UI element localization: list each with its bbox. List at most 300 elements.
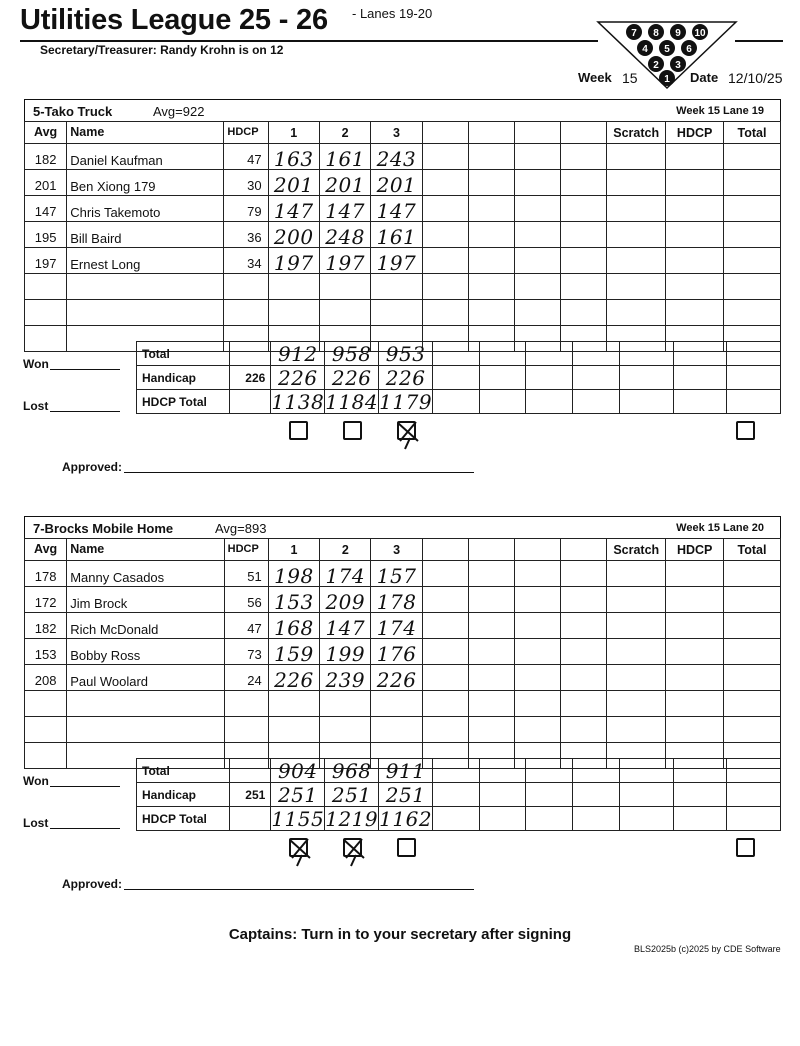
totals-cell (379, 783, 433, 807)
bowler-handicap: 24 (224, 665, 268, 691)
empty-cell (727, 807, 781, 831)
column-header (468, 539, 514, 561)
game-score-cell (320, 613, 371, 639)
game-score: 153 (274, 590, 314, 614)
column-header: 3 (371, 122, 422, 144)
bowler-average: 195 (25, 222, 67, 248)
empty-cell (573, 759, 620, 783)
league-title: Utilities League 25 - 26 (20, 4, 328, 36)
totals-score: 226 (331, 365, 372, 390)
date-value: 12/10/25 (728, 70, 783, 86)
game-score-cell (320, 587, 371, 613)
totals-label: Handicap (137, 366, 230, 390)
column-header: HDCP (224, 539, 268, 561)
bowler-name: Jim Brock (67, 587, 224, 613)
totals-cell (271, 366, 325, 390)
game-score-cell (268, 170, 319, 196)
totals-score: 226 (277, 365, 318, 390)
summary-cell (607, 274, 666, 300)
totals-label: HDCP Total (137, 390, 230, 414)
pin-number: 5 (664, 44, 670, 55)
empty-cell (515, 639, 561, 665)
empty-cell (514, 274, 560, 300)
empty-cell (515, 561, 561, 587)
game-score-cell (320, 665, 371, 691)
game-score: 178 (376, 590, 417, 614)
totals-score: 251 (331, 782, 372, 807)
game-score-cell (371, 717, 422, 743)
empty-cell (526, 783, 573, 807)
bowler-average: 147 (25, 196, 67, 222)
game-score-cell (320, 561, 371, 587)
game-score: 197 (273, 251, 314, 275)
game-score-cell (371, 222, 422, 248)
summary-cell (607, 639, 666, 665)
column-header: Scratch (607, 122, 666, 144)
pin-number: 2 (653, 60, 659, 71)
header-row (25, 539, 781, 561)
empty-cell (433, 366, 480, 390)
game-score-cell (268, 561, 319, 587)
won-line (50, 786, 120, 787)
column-header: Name (67, 539, 224, 561)
empty-cell (422, 248, 468, 274)
lost-line (50, 828, 120, 829)
game-score: 168 (274, 616, 314, 640)
summary-cell (724, 665, 781, 691)
empty-cell (479, 783, 526, 807)
bowler-name (67, 717, 224, 743)
empty-cell (526, 366, 573, 390)
empty-cell (515, 613, 561, 639)
game-score-cell (371, 587, 422, 613)
game-score-cell (371, 613, 422, 639)
empty-cell (619, 783, 673, 807)
game-won-checkbox[interactable] (289, 838, 308, 857)
empty-cell (422, 717, 468, 743)
bowler-average (25, 691, 67, 717)
empty-cell (422, 665, 468, 691)
summary-cell (666, 561, 724, 587)
game-score-cell (371, 170, 422, 196)
totals-score: 1138 (271, 389, 325, 414)
empty-cell (526, 807, 573, 831)
pin-number: 1 (664, 74, 670, 85)
column-header: Name (67, 122, 224, 144)
game-won-checkbox[interactable] (397, 421, 416, 440)
game-score-cell (268, 196, 319, 222)
game-score-cell (268, 222, 319, 248)
empty-cell (468, 717, 514, 743)
empty-cell (561, 144, 607, 170)
empty-cell (468, 639, 514, 665)
game-score-cell (268, 639, 319, 665)
summary-cell (607, 196, 666, 222)
empty-cell (514, 248, 560, 274)
game-score: 147 (376, 199, 417, 223)
handicap-value: 251 (230, 783, 271, 807)
empty-cell (573, 783, 620, 807)
game-score-cell (319, 170, 370, 196)
bowler-name: Bill Baird (67, 222, 224, 248)
empty-cell (619, 390, 673, 414)
game-won-checkbox[interactable] (397, 838, 416, 857)
bowler-name: Manny Casados (67, 561, 224, 587)
empty-cell (673, 783, 727, 807)
game-score: 200 (273, 225, 314, 249)
bowler-row (25, 587, 781, 613)
bowler-name: Ernest Long (67, 248, 224, 274)
date-label: Date (690, 70, 719, 85)
summary-cell (607, 300, 666, 326)
empty-cell (514, 222, 560, 248)
empty-cell (561, 274, 607, 300)
totals-score: 251 (385, 782, 426, 807)
summary-cell (607, 665, 666, 691)
totals-cell (271, 807, 325, 831)
game-won-checkbox[interactable] (343, 838, 362, 857)
pin-number: 10 (694, 28, 706, 39)
column-header (514, 122, 560, 144)
empty-cell (727, 759, 781, 783)
empty-cell (515, 691, 561, 717)
game-score-cell (268, 717, 319, 743)
empty-cell (422, 561, 468, 587)
empty-cell (515, 587, 561, 613)
bowler-average: 172 (25, 587, 67, 613)
empty-cell (526, 759, 573, 783)
column-header: Avg (25, 539, 67, 561)
summary-cell (724, 144, 781, 170)
won-line (50, 369, 120, 370)
won-label: Won (23, 774, 49, 788)
summary-cell (607, 248, 666, 274)
pin-number: 3 (675, 60, 681, 71)
empty-cell (561, 691, 607, 717)
empty-cell (514, 170, 560, 196)
game-score: 226 (376, 668, 417, 692)
game-score: 197 (376, 251, 417, 275)
bowler-name: Rich McDonald (67, 613, 224, 639)
game-score: 159 (274, 642, 314, 666)
team-average: Avg=922 (153, 104, 205, 119)
empty-cell (619, 366, 673, 390)
summary-cell (666, 300, 724, 326)
column-header: HDCP (666, 122, 724, 144)
empty-cell (561, 561, 607, 587)
totals-cell (271, 759, 325, 783)
empty-cell (573, 366, 620, 390)
summary-cell (666, 170, 724, 196)
totals-cell (379, 366, 433, 390)
team-header (24, 99, 781, 122)
team-week: Week 15 (676, 522, 720, 534)
bowler-average: 197 (25, 248, 67, 274)
empty-cell (433, 783, 480, 807)
lost-line (50, 411, 120, 412)
totals-label: Total (137, 759, 230, 783)
bowler-handicap: 36 (224, 222, 268, 248)
header-rule-right (735, 40, 783, 42)
totals-row (137, 390, 781, 414)
column-header: HDCP (224, 122, 268, 144)
empty-cell (727, 342, 781, 366)
empty-cell (573, 342, 620, 366)
pin-number: 9 (675, 28, 681, 39)
game-won-checkbox[interactable] (736, 421, 755, 440)
totals-cell (271, 783, 325, 807)
scores-table (24, 538, 781, 769)
totals-row (137, 759, 781, 783)
empty-cell (422, 691, 468, 717)
bowler-average (25, 274, 67, 300)
summary-cell (666, 691, 724, 717)
checkmark-icon (396, 420, 422, 450)
totals-score: 1179 (379, 389, 433, 414)
totals-score: 968 (331, 758, 372, 783)
bowler-row (25, 300, 781, 326)
empty-cell (515, 665, 561, 691)
bowler-handicap: 47 (224, 144, 268, 170)
totals-cell (325, 807, 379, 831)
empty-cell (479, 390, 526, 414)
game-score-cell (319, 300, 370, 326)
footer-instruction: Captains: Turn in to your secretary after signing (228, 926, 572, 943)
summary-cell (724, 300, 781, 326)
pin-number: 8 (653, 28, 659, 39)
pin-number: 7 (631, 28, 637, 39)
summary-cell (666, 717, 724, 743)
bowler-handicap: 30 (224, 170, 268, 196)
empty-cell (727, 390, 781, 414)
empty-cell (422, 170, 468, 196)
empty-cell (468, 561, 514, 587)
column-header: Total (724, 539, 781, 561)
empty-cell (561, 196, 607, 222)
empty-cell (468, 613, 514, 639)
totals-score: 1155 (271, 806, 325, 831)
bowler-average (25, 717, 67, 743)
game-score-cell (319, 274, 370, 300)
empty-cell (673, 390, 727, 414)
checkmark-icon (288, 837, 314, 867)
empty-cell (561, 665, 607, 691)
bowler-row (25, 613, 781, 639)
game-won-checkbox[interactable] (343, 421, 362, 440)
header-row (25, 122, 781, 144)
bowler-average: 208 (25, 665, 67, 691)
bowler-handicap (224, 274, 268, 300)
summary-cell (724, 587, 781, 613)
game-score: 176 (376, 642, 417, 666)
bowler-row (25, 170, 781, 196)
summary-cell (607, 717, 666, 743)
week-value: 15 (622, 70, 638, 86)
summary-cell (607, 561, 666, 587)
game-score-cell (319, 144, 370, 170)
totals-cell (379, 390, 433, 414)
game-score-cell (268, 144, 319, 170)
column-header: 2 (319, 122, 370, 144)
game-score: 201 (273, 173, 314, 197)
empty-cell (561, 613, 607, 639)
bowler-average: 153 (25, 639, 67, 665)
bowler-handicap: 73 (224, 639, 268, 665)
totals-cell (379, 807, 433, 831)
bowler-handicap: 56 (224, 587, 268, 613)
team-lane: Lane 19 (723, 105, 764, 117)
empty-cell (619, 807, 673, 831)
game-won-checkbox[interactable] (736, 838, 755, 857)
game-score-cell (371, 274, 422, 300)
empty-cell (619, 342, 673, 366)
empty-cell (573, 390, 620, 414)
empty-cell (561, 300, 607, 326)
column-header: 3 (371, 539, 422, 561)
handicap-value (230, 390, 271, 414)
game-score: 209 (325, 590, 366, 614)
bowler-name (67, 691, 224, 717)
empty-cell (573, 807, 620, 831)
approved-signature-line[interactable] (124, 472, 474, 473)
game-score-cell (268, 587, 319, 613)
game-score: 199 (325, 642, 366, 666)
summary-cell (724, 717, 781, 743)
totals-cell (325, 390, 379, 414)
totals-row (137, 807, 781, 831)
totals-cell (271, 390, 325, 414)
summary-cell (724, 274, 781, 300)
lost-label: Lost (23, 816, 49, 830)
bowler-row (25, 717, 781, 743)
game-score: 201 (376, 173, 417, 197)
bowler-row (25, 196, 781, 222)
column-header (561, 539, 607, 561)
won-label: Won (23, 357, 49, 371)
bowler-average (25, 300, 67, 326)
summary-cell (607, 587, 666, 613)
column-header: HDCP (666, 539, 724, 561)
empty-cell (479, 759, 526, 783)
empty-cell (479, 342, 526, 366)
empty-cell (468, 170, 514, 196)
bowler-row (25, 274, 781, 300)
game-score: 201 (325, 173, 365, 197)
game-score-cell (320, 691, 371, 717)
game-score-cell (268, 274, 319, 300)
game-score-cell (371, 665, 422, 691)
game-score-cell (319, 248, 370, 274)
totals-score: 911 (385, 758, 426, 783)
handicap-value (230, 342, 271, 366)
approved-signature-line[interactable] (124, 889, 474, 890)
column-header: Avg (25, 122, 67, 144)
column-header: 1 (268, 539, 319, 561)
game-score: 226 (274, 668, 314, 692)
summary-cell (666, 665, 724, 691)
summary-cell (607, 222, 666, 248)
summary-cell (607, 170, 666, 196)
bowler-name (67, 300, 224, 326)
summary-cell (724, 222, 781, 248)
summary-cell (666, 196, 724, 222)
game-score: 163 (273, 147, 314, 171)
game-score-cell (319, 196, 370, 222)
column-header: Total (724, 122, 781, 144)
empty-cell (422, 144, 468, 170)
totals-label: HDCP Total (137, 807, 230, 831)
column-header: 2 (320, 539, 371, 561)
totals-cell (379, 759, 433, 783)
summary-cell (724, 613, 781, 639)
totals-row (137, 783, 781, 807)
handicap-value (230, 807, 271, 831)
game-won-checkbox[interactable] (289, 421, 308, 440)
empty-cell (433, 759, 480, 783)
summary-cell (666, 613, 724, 639)
totals-label: Handicap (137, 783, 230, 807)
empty-cell (468, 196, 514, 222)
bowler-handicap (224, 717, 268, 743)
game-score: 161 (376, 225, 417, 249)
empty-cell (561, 222, 607, 248)
team-average: Avg=893 (215, 521, 267, 536)
game-score-cell (371, 248, 422, 274)
game-score-cell (371, 639, 422, 665)
game-score: 161 (325, 147, 365, 171)
empty-cell (468, 665, 514, 691)
empty-cell (422, 300, 468, 326)
approved-label: Approved: (62, 460, 122, 474)
game-score-cell (268, 300, 319, 326)
bowler-average: 201 (25, 170, 67, 196)
bowler-name: Chris Takemoto (67, 196, 224, 222)
bowler-row (25, 691, 781, 717)
checkmark-icon (342, 837, 368, 867)
totals-score: 1219 (325, 806, 379, 831)
totals-score: 904 (277, 758, 318, 783)
summary-cell (666, 222, 724, 248)
game-score: 174 (325, 564, 366, 588)
empty-cell (561, 717, 607, 743)
bowler-row (25, 248, 781, 274)
empty-cell (526, 342, 573, 366)
summary-cell (724, 561, 781, 587)
pin-number: 4 (642, 44, 648, 55)
game-score-cell (371, 691, 422, 717)
empty-cell (433, 807, 480, 831)
empty-cell (468, 587, 514, 613)
bowler-row (25, 665, 781, 691)
totals-cell (325, 783, 379, 807)
totals-cell (379, 342, 433, 366)
empty-cell (468, 248, 514, 274)
totals-cell (325, 366, 379, 390)
totals-table (136, 341, 781, 414)
summary-cell (607, 691, 666, 717)
empty-cell (422, 639, 468, 665)
handicap-value: 226 (230, 366, 271, 390)
bowler-row (25, 639, 781, 665)
empty-cell (561, 170, 607, 196)
empty-cell (479, 366, 526, 390)
totals-row (137, 342, 781, 366)
game-score-cell (320, 639, 371, 665)
bowler-handicap: 34 (224, 248, 268, 274)
bowler-handicap: 79 (224, 196, 268, 222)
empty-cell (526, 390, 573, 414)
game-score-cell (371, 196, 422, 222)
